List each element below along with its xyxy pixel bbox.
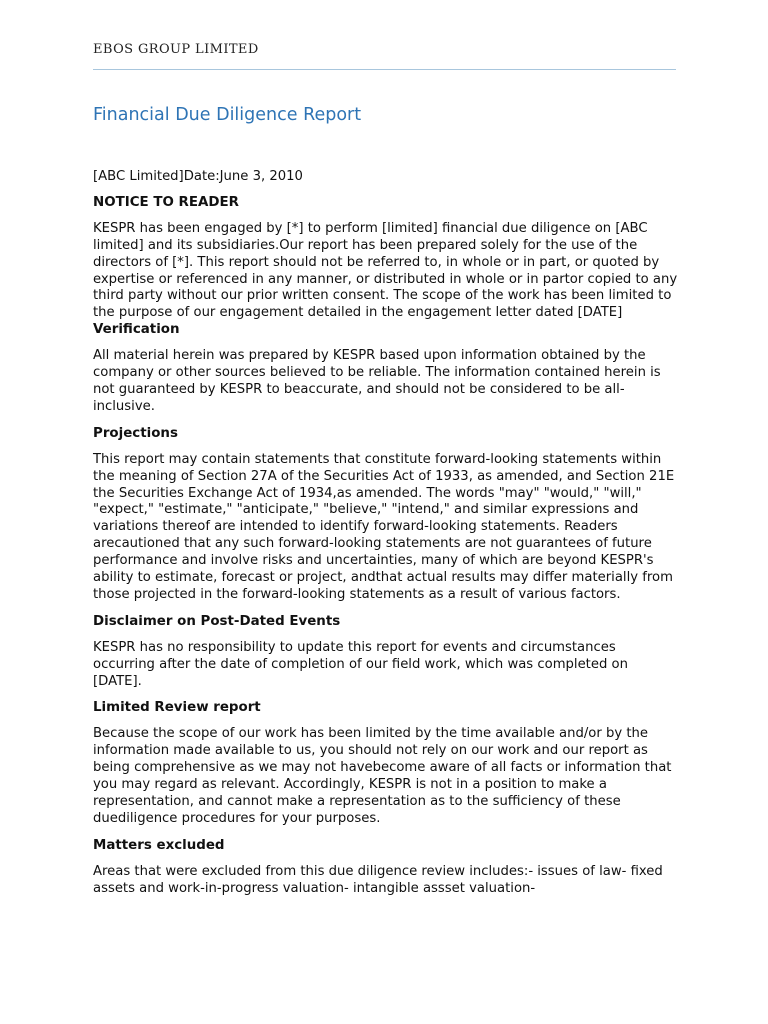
report-body xyxy=(93,169,678,898)
section-text-disclaimer: KESPR has no responsibility to update this report for events and circumstances occurring after the date of completion of our field work, which was completed on [DATE]. xyxy=(93,639,628,689)
notice-heading: NOTICE TO READER xyxy=(93,194,239,210)
section-text-projections: This report may contain statements that constitute forward-looking statements within the meaning of Section 27A of the Securities Act of 1933, as amended, and Section 21E the Securities Exchange Act of 1934,as amended. The words "may" "would," "will," "expect," "estimate," "anticipate," "believe," "intend," and similar expressions and variations thereof are intended to identify forward-looking statements. Readers arecautioned that any such forward-looking statements are not guarantees of future performance and involve risks and uncertainties, many of which are beyond KESPR's ability to estimate, forecast or project, andthat actual results may differ materially from those projected in the forward-looking statements as a result of various factors. xyxy=(93,451,675,602)
section-heading-projections: Projections xyxy=(93,425,178,441)
date-line: [ABC Limited]Date:June 3, 2010 xyxy=(93,169,303,184)
section-text-matters-excluded: Areas that were excluded from this due diligence review includes:- issues of law- fixed assets and work-in-progress valuation- intangible assset valuation- xyxy=(93,863,663,896)
notice-text: KESPR has been engaged by [*] to perform [limited] financial due diligence on [ABC limited] and its subsidiaries.Our report has been prepared solely for the use of the directors of [*]. This report should not be referred to, in whole or in part, or quoted by expertise or referenced in any manner, or distributed in whole or in partor copied to any third party without our prior written consent. The scope of the work has been limited to the purpose of our engagement detailed in the engagement letter dated [DATE] xyxy=(93,220,678,321)
header-divider xyxy=(93,69,676,70)
section-text-verification: All material herein was prepared by KESPR based upon information obtained by the company or other sources believed to be reliable. The information contained herein is not guaranteed by KESPR to beaccurate, and should not be considered to be all-inclusive. xyxy=(93,348,661,414)
section-text-limited-review: Because the scope of our work has been limited by the time available and/or by the information made available to us, you should not rely on our work and our report as being comprehensive as we may not havebecome aware of all facts or information that you may regard as relevant. Accordingly, KESPR is not in a position to make a representation, and cannot make a representation as to the sufficiency of these duediligence procedures for your purposes. xyxy=(93,726,672,826)
company-name: EBOS GROUP LIMITED xyxy=(93,42,259,57)
report-title: Financial Due Diligence Report xyxy=(93,105,362,125)
section-heading-verification: Verification xyxy=(93,322,180,338)
section-heading-disclaimer: Disclaimer on Post-Dated Events xyxy=(93,613,341,629)
section-heading-limited-review: Limited Review report xyxy=(93,700,261,716)
section-heading-matters-excluded: Matters excluded xyxy=(93,837,225,853)
